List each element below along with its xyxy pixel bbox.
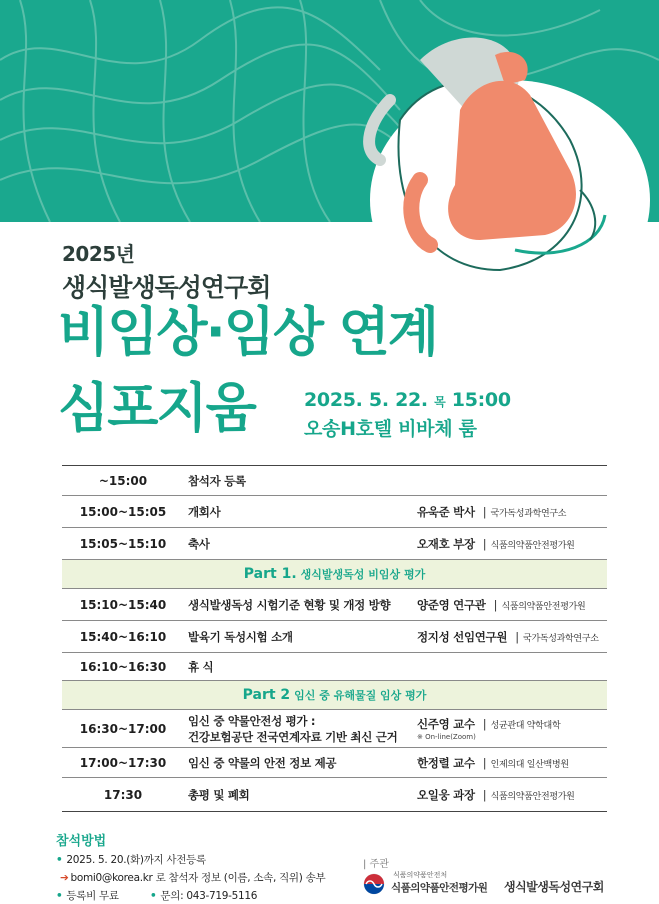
part1-title: 생식발생독성 비임상 평가 bbox=[300, 568, 426, 581]
row-time: 15:05~15:10 bbox=[62, 528, 184, 560]
speaker-name: 한정렬 교수 bbox=[417, 755, 475, 770]
part-header bbox=[62, 560, 607, 589]
speaker-affiliation: 인제의대 일산백병원 bbox=[490, 759, 569, 770]
speaker-note: ※ On-line(Zoom) bbox=[417, 733, 476, 741]
speaker-affiliation: 식품의약품안전평가원 bbox=[490, 791, 575, 802]
registration-fee-text: 등록비 무료 bbox=[66, 890, 119, 902]
topic-line1: 임신 중 약물안전성 평가 : bbox=[188, 713, 316, 728]
row-topic: 총평 및 폐회 bbox=[184, 778, 417, 812]
speaker-name: 정지성 선임연구원 bbox=[417, 629, 508, 644]
contact-text: 문의: 043-719-5116 bbox=[160, 890, 258, 902]
table-row bbox=[62, 778, 607, 812]
row-topic: 생식발생독성 시험기준 현황 및 개정 방향 bbox=[184, 589, 417, 621]
speaker-name: 양준영 연구관 bbox=[417, 597, 486, 612]
mfds-institute-name: 식품의약품안전평가원 bbox=[391, 882, 488, 894]
table-row bbox=[62, 710, 607, 748]
part2-title: 임신 중 유해물질 임상 평가 bbox=[294, 689, 427, 702]
speaker-name: 유욱준 박사 bbox=[417, 504, 475, 519]
speaker-affiliation: 식품의약품안전평가원 bbox=[501, 601, 586, 612]
table-row bbox=[62, 589, 607, 621]
participation-title: 참석방법 bbox=[56, 834, 107, 849]
row-speaker: 오일웅 과장 | 식품의약품안전평가원 bbox=[417, 778, 607, 812]
speaker-affiliation: 식품의약품안전평가원 bbox=[490, 540, 575, 551]
row-time: 15:40~16:10 bbox=[62, 621, 184, 653]
table-row bbox=[62, 621, 607, 653]
row-time: 15:00~15:05 bbox=[62, 496, 184, 528]
table-row bbox=[62, 496, 607, 528]
speaker-name: 오일웅 과장 bbox=[417, 787, 475, 802]
table-row bbox=[62, 653, 607, 681]
part1-label: Part 1. bbox=[243, 566, 297, 582]
registration-email-text[interactable]: bomi0@korea.kr 로 참석자 정보 (이름, 소속, 직위) 송부 bbox=[70, 872, 326, 884]
event-date bbox=[304, 389, 511, 411]
row-topic: 휴 식 bbox=[184, 653, 607, 681]
event-venue: 오송H호텔 비바체 룸 bbox=[304, 418, 477, 440]
host-organization: 생식발생독성연구회 bbox=[504, 880, 604, 894]
part1-header bbox=[62, 560, 607, 589]
row-topic: 임신 중 약물의 안전 정보 제공 bbox=[184, 748, 417, 778]
contact-info bbox=[150, 888, 257, 903]
row-time: 17:00~17:30 bbox=[62, 748, 184, 778]
speaker-name: 오재호 부장 bbox=[417, 536, 475, 551]
table-row bbox=[62, 466, 607, 496]
table-row bbox=[62, 528, 607, 560]
row-topic: 참석자 등록 bbox=[184, 466, 607, 496]
row-time: 17:30 bbox=[62, 778, 184, 812]
registration-deadline-text: 2025. 5. 20.(화)까지 사전등록 bbox=[66, 854, 206, 866]
row-time: 16:30~17:00 bbox=[62, 710, 184, 748]
bullet-icon: • bbox=[150, 890, 157, 902]
row-speaker: 신주영 교수 | 성균관대 약학대학 ※ On-line(Zoom) bbox=[417, 710, 607, 748]
speaker-affiliation: 국가독성과학연구소 bbox=[490, 508, 567, 519]
date-time: 15:00 bbox=[451, 389, 511, 411]
row-topic: 개회사 bbox=[184, 496, 417, 528]
date-main: 2025. 5. 22. bbox=[304, 389, 428, 411]
row-time: 16:10~16:30 bbox=[62, 653, 184, 681]
arrow-icon: ➔ bbox=[60, 872, 69, 884]
bullet-icon: • bbox=[56, 854, 63, 866]
row-time: 15:10~15:40 bbox=[62, 589, 184, 621]
date-weekday: 목 bbox=[434, 395, 446, 409]
speaker-name: 신주영 교수 bbox=[417, 717, 475, 731]
row-topic: 발육기 독성시험 소개 bbox=[184, 621, 417, 653]
registration-fee bbox=[56, 888, 119, 903]
organizer-title: 생식발생독성연구회 bbox=[62, 273, 271, 302]
row-speaker: 정지성 선임연구원 | 국가독성과학연구소 bbox=[417, 621, 607, 653]
government-emblem-icon bbox=[363, 873, 385, 895]
event-title-line2: 심포지움 bbox=[58, 378, 255, 439]
part2-header bbox=[62, 681, 607, 710]
speaker-affiliation: 국가독성과학연구소 bbox=[523, 633, 599, 644]
row-topic: 축사 bbox=[184, 528, 417, 560]
event-title-line1: 비임상·임상 연계 bbox=[58, 302, 437, 363]
row-topic bbox=[184, 710, 417, 748]
bullet-icon: • bbox=[56, 890, 63, 902]
registration-email bbox=[60, 870, 325, 885]
mfds-ministry-name: 식품의약품안전처 bbox=[393, 871, 448, 879]
program-table bbox=[62, 465, 607, 812]
speaker-affiliation: 성균관대 약학대학 bbox=[490, 721, 561, 731]
host-label: | 주관 bbox=[363, 859, 389, 870]
part2-label: Part 2 bbox=[242, 687, 291, 703]
row-time: ~15:00 bbox=[62, 466, 184, 496]
event-year: 2025년 bbox=[62, 242, 135, 266]
pregnant-woman-illustration bbox=[300, 0, 659, 300]
registration-deadline bbox=[56, 852, 206, 867]
row-speaker: 한정렬 교수 | 인제의대 일산백병원 bbox=[417, 748, 607, 778]
row-speaker: 유욱준 박사 | 국가독성과학연구소 bbox=[417, 496, 607, 528]
part-header bbox=[62, 681, 607, 710]
topic-line2: 건강보험공단 전국연계자료 기반 최신 근거 bbox=[188, 729, 398, 744]
row-speaker: 양준영 연구관 | 식품의약품안전평가원 bbox=[417, 589, 607, 621]
row-speaker: 오재호 부장 | 식품의약품안전평가원 bbox=[417, 528, 607, 560]
table-row bbox=[62, 748, 607, 778]
